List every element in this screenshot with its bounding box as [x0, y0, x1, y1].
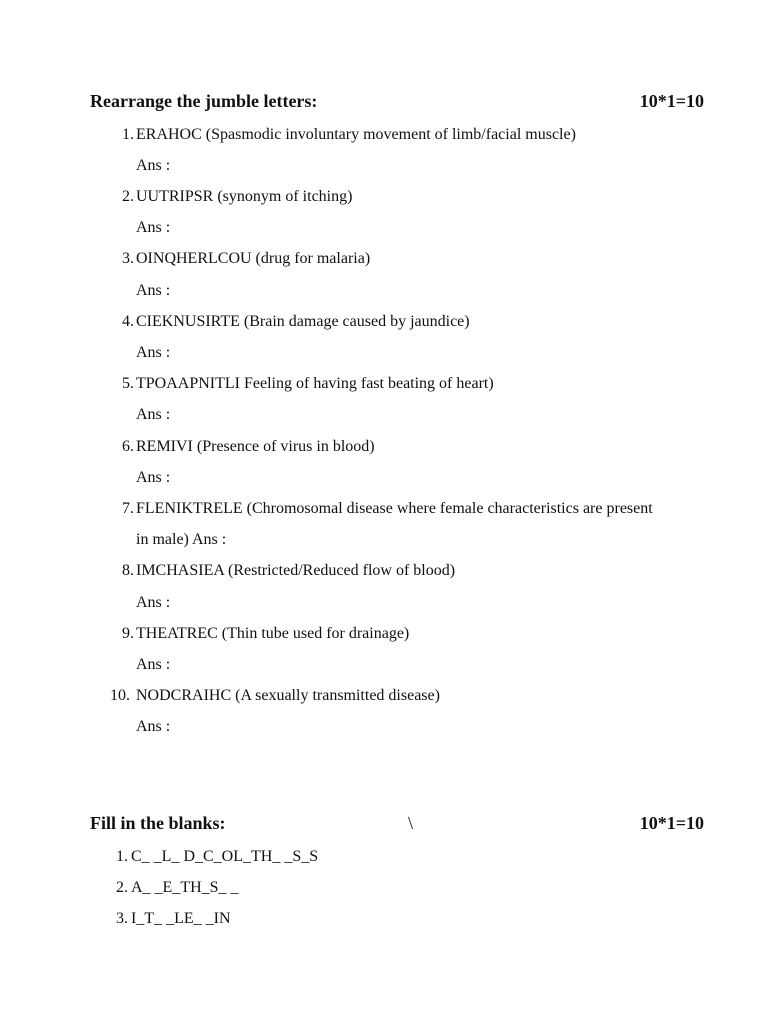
- question-number: 3.: [122, 250, 134, 267]
- fill-item-text: C_ _L_ D_C_OL_TH_ _S_S: [131, 848, 319, 865]
- question-text: THEATREC (Thin tube used for drainage): [136, 625, 410, 642]
- answer-label: Ans :: [136, 157, 171, 174]
- question-text: OINQHERLCOU (drug for malaria): [136, 250, 371, 267]
- question-text: REMIVI (Presence of virus in blood): [136, 438, 375, 455]
- answer-label: Ans :: [136, 594, 171, 611]
- question-text: ERAHOC (Spasmodic involuntary movement of limb/facial muscle): [136, 126, 576, 143]
- fill-item-number: 1.: [116, 848, 128, 865]
- answer-label: Ans :: [136, 406, 171, 423]
- question-number: 8.: [122, 562, 134, 579]
- answer-label: Ans :: [136, 344, 171, 361]
- fill-item-number: 2.: [116, 879, 128, 896]
- question-number: 5.: [122, 375, 134, 392]
- section-rearrange-marks: 10*1=10: [639, 91, 704, 111]
- section-rearrange-title: Rearrange the jumble letters:: [90, 91, 318, 111]
- question-number: 6.: [122, 438, 134, 455]
- question-text: NODCRAIHC (A sexually transmitted disease): [136, 687, 440, 704]
- question-number: 4.: [122, 313, 134, 330]
- answer-label: Ans :: [136, 469, 171, 486]
- question-number: 2.: [122, 188, 134, 205]
- fill-item-text: A_ _E_TH_S_ _: [131, 879, 239, 896]
- question-text: TPOAAPNITLI Feeling of having fast beating of heart): [136, 375, 494, 392]
- fill-item-number: 3.: [116, 910, 128, 927]
- section-fill-blanks-heading: [90, 810, 704, 836]
- question-number: 10.: [110, 687, 130, 704]
- section-fill-blanks-marks: 10*1=10: [639, 813, 704, 833]
- stray-backslash: \: [408, 813, 414, 833]
- question-number: 7.: [122, 500, 134, 517]
- section-rearrange-heading: [90, 88, 704, 114]
- answer-label: Ans :: [136, 219, 171, 236]
- section-fill-blanks-title: Fill in the blanks:: [90, 813, 226, 833]
- question-text-continued: in male) Ans :: [136, 531, 227, 548]
- answer-label: Ans :: [136, 282, 171, 299]
- answer-label: Ans :: [136, 656, 171, 673]
- question-text: IMCHASIEA (Restricted/Reduced flow of blood): [136, 562, 456, 579]
- fill-item-text: I_T_ _LE_ _IN: [131, 910, 231, 927]
- question-text: CIEKNUSIRTE (Brain damage caused by jaundice): [136, 313, 470, 330]
- question-number: 9.: [122, 625, 134, 642]
- question-number: 1.: [122, 126, 134, 143]
- question-text: UUTRIPSR (synonym of itching): [136, 188, 353, 205]
- answer-label: Ans :: [136, 718, 171, 735]
- question-text: FLENIKTRELE (Chromosomal disease where female characteristics are present: [136, 500, 653, 517]
